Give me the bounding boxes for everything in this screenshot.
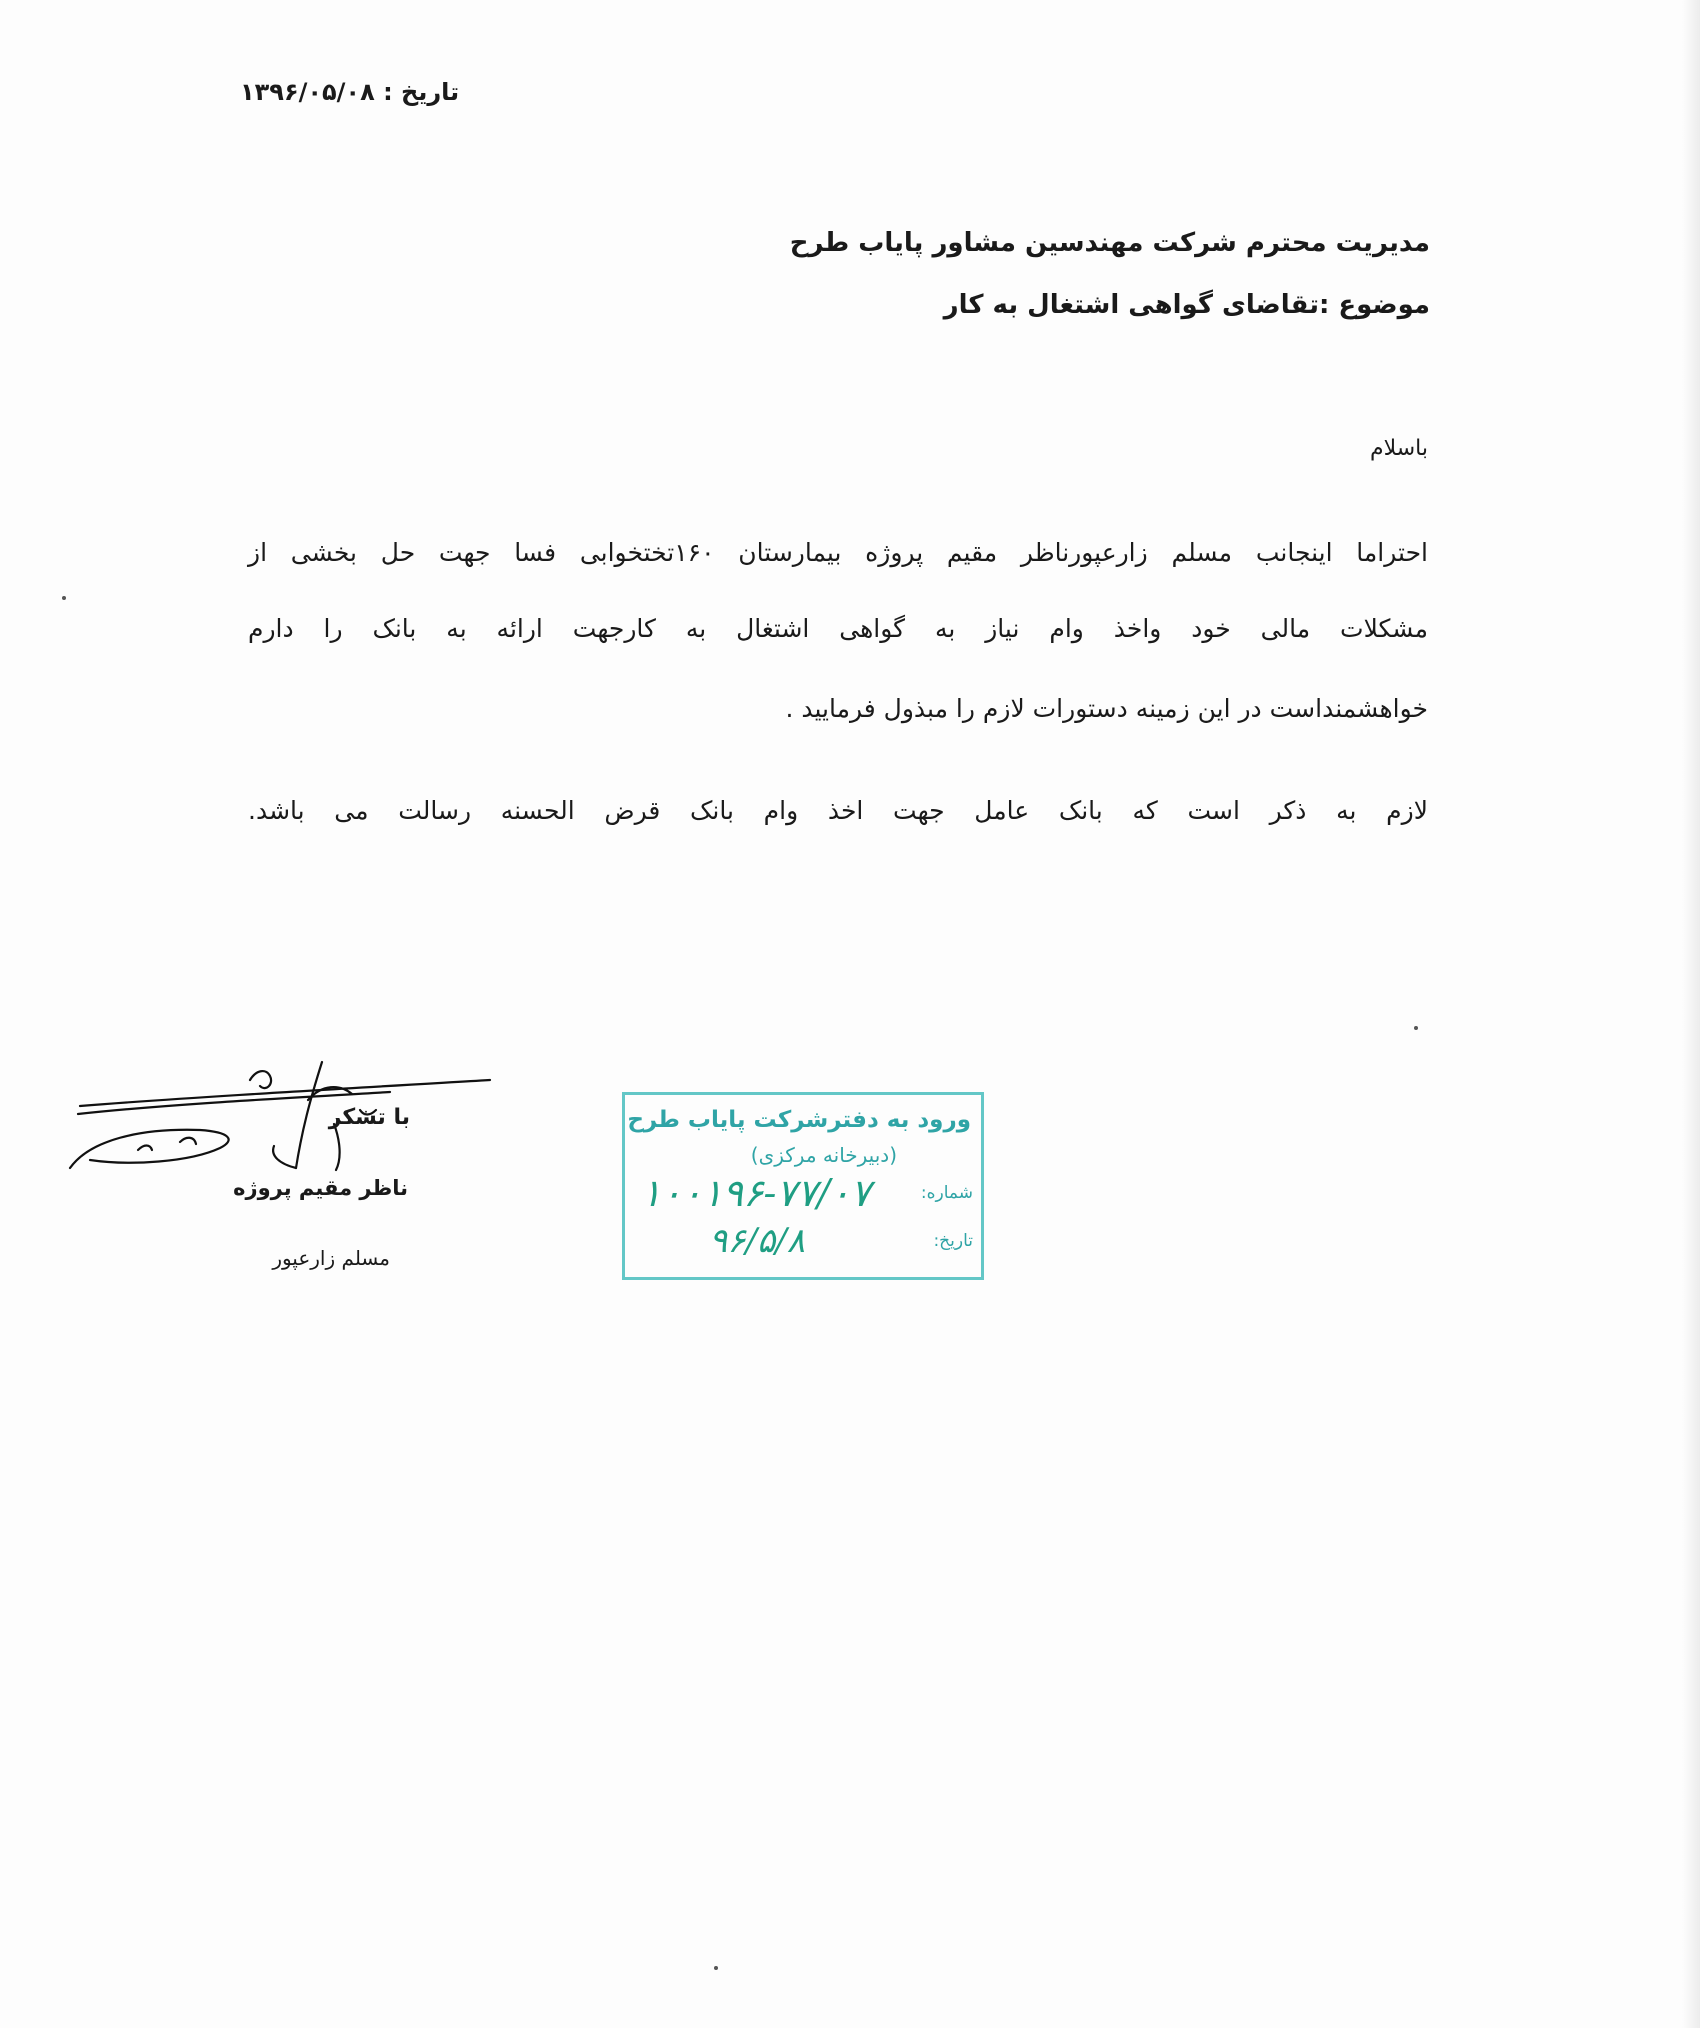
letter-addressee: مدیریت محترم شرکت مهندسین مشاور پایاب طرح — [789, 228, 1430, 258]
handwritten-signature — [60, 1040, 520, 1280]
stamp-subtitle: (دبیرخانه مرکزی) — [750, 1143, 897, 1167]
stamp-date-label: تاریخ: — [933, 1231, 973, 1251]
stamp-title: ورود به دفترشرکت پایاب طرح — [627, 1107, 971, 1133]
stamp-date-value: ۹۶/۵/۸ — [709, 1221, 805, 1261]
scan-speck — [62, 596, 66, 600]
letter-subject: موضوع :تقاضای گواهی اشتغال به کار — [943, 290, 1430, 320]
signature-name: مسلم زارعپور — [272, 1246, 390, 1270]
scan-speck — [1414, 1026, 1418, 1030]
stamp-number-value: ۱۰۰۱۹۶-۷۷/۰۷ — [641, 1171, 871, 1215]
stamp-number-label: شماره: — [920, 1183, 973, 1203]
signature-drawing — [60, 1040, 520, 1280]
body-line-2: مشکلات مالی خود واخذ وام نیاز به گواهی اشتغال به کارجهت ارائه به بانک را دارم — [248, 614, 1428, 643]
signature-closing: با تشکر — [328, 1105, 410, 1130]
body-line-3: خواهشمنداست در این زمینه دستورات لازم را مبذول فرمایید . — [785, 694, 1428, 723]
page-edge-shadow — [1682, 0, 1700, 2028]
letter-greeting: باسلام — [1369, 436, 1428, 461]
signature-role: ناظر مقیم پروژه — [233, 1176, 408, 1200]
scan-speck — [714, 1966, 718, 1970]
receipt-stamp — [622, 1092, 984, 1280]
body-line-1: احتراما اینجانب مسلم زارعپورناظر مقیم پروژه بیمارستان ۱۶۰تختخوابی فسا جهت حل بخشی از — [248, 538, 1428, 567]
letter-date: تاریخ : ۱۳۹۶/۰۵/۰۸ — [240, 78, 460, 106]
body-line-4: لازم به ذکر است که بانک عامل جهت اخذ وام بانک قرض الحسنه رسالت می باشد. — [248, 796, 1428, 825]
